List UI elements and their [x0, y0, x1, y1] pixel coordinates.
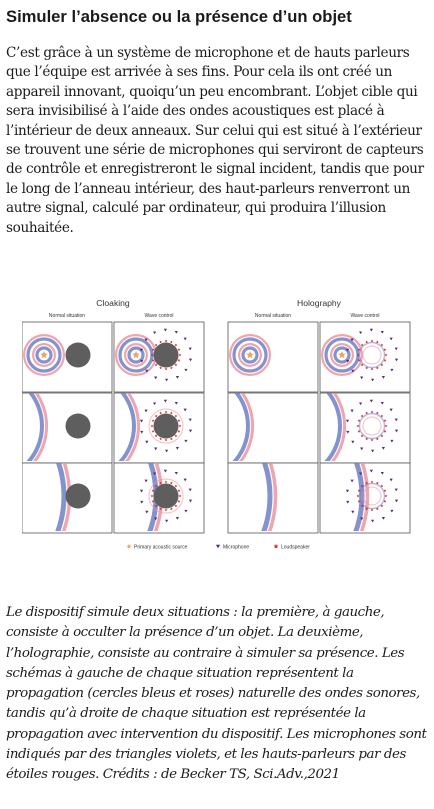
legend-label: Primary acoustic source	[134, 544, 188, 551]
column-label: Normal situation	[254, 313, 292, 319]
object-icon	[154, 484, 179, 509]
simulation-cell	[228, 322, 318, 392]
microphone-icon	[216, 545, 220, 549]
panel-title: Cloaking	[96, 298, 130, 308]
column-label: Wave control	[350, 313, 380, 319]
simulation-cell	[114, 322, 204, 392]
legend-label: Microphone	[223, 544, 250, 551]
column-label: Wave control	[144, 313, 174, 319]
legend-label: Loudspeaker	[281, 544, 310, 551]
panel-title: Holography	[297, 298, 341, 308]
column-label: Normal situation	[48, 313, 86, 319]
object-icon	[66, 484, 91, 509]
object-icon	[154, 414, 179, 439]
object-icon	[154, 343, 179, 368]
figure-caption: Le dispositif simule deux situations : la première, à gauche, consiste à occulter la présence d’un objet. La deuxième, l’holographie, consiste au contraire à simuler sa présence. Les schémas à gauche de chaque situation représentent la propagation (cercles bleus et roses) naturelle des ondes sonores, tandis qu’à droite de chaque situation est représentée la propagation avec intervention du dispositif. Les microphones sont indiqués par des triangles violets, et les hauts-parleurs par des étoiles rouges. Crédits : de Becker TS, Sci.Adv.,2021	[6, 605, 427, 783]
acoustic-figure	[22, 290, 412, 558]
loudspeaker-icon	[274, 544, 279, 549]
primary-source-icon	[127, 544, 132, 549]
figure-legend	[127, 544, 311, 551]
object-icon	[66, 343, 91, 368]
article-title: Simuler l’absence ou la présence d’un objet	[6, 7, 352, 26]
simulation-cell	[22, 322, 112, 392]
article-paragraph: C’est grâce à un système de microphone et de hauts parleurs que l’équipe est arrivée à ses fins. Pour cela ils ont créé un appareil innovant, quoiqu’un peu encombrant. L’objet cible qui sera invisibilisé à l’aide des ondes acoustiques est placé à l’intérieur de deux anneaux. Sur celui qui est situé à l’extérieur se trouvent une série de microphones qui serviront de capteurs de contrôle et enregistreront le signal incident, tandis que pour le long de l’anneau intérieur, des haut-parleurs renverront un autre signal, calculé par ordinateur, qui produira l’illusion souhaitée.	[6, 45, 424, 236]
simulation-cell	[320, 322, 410, 392]
object-icon	[66, 414, 91, 439]
